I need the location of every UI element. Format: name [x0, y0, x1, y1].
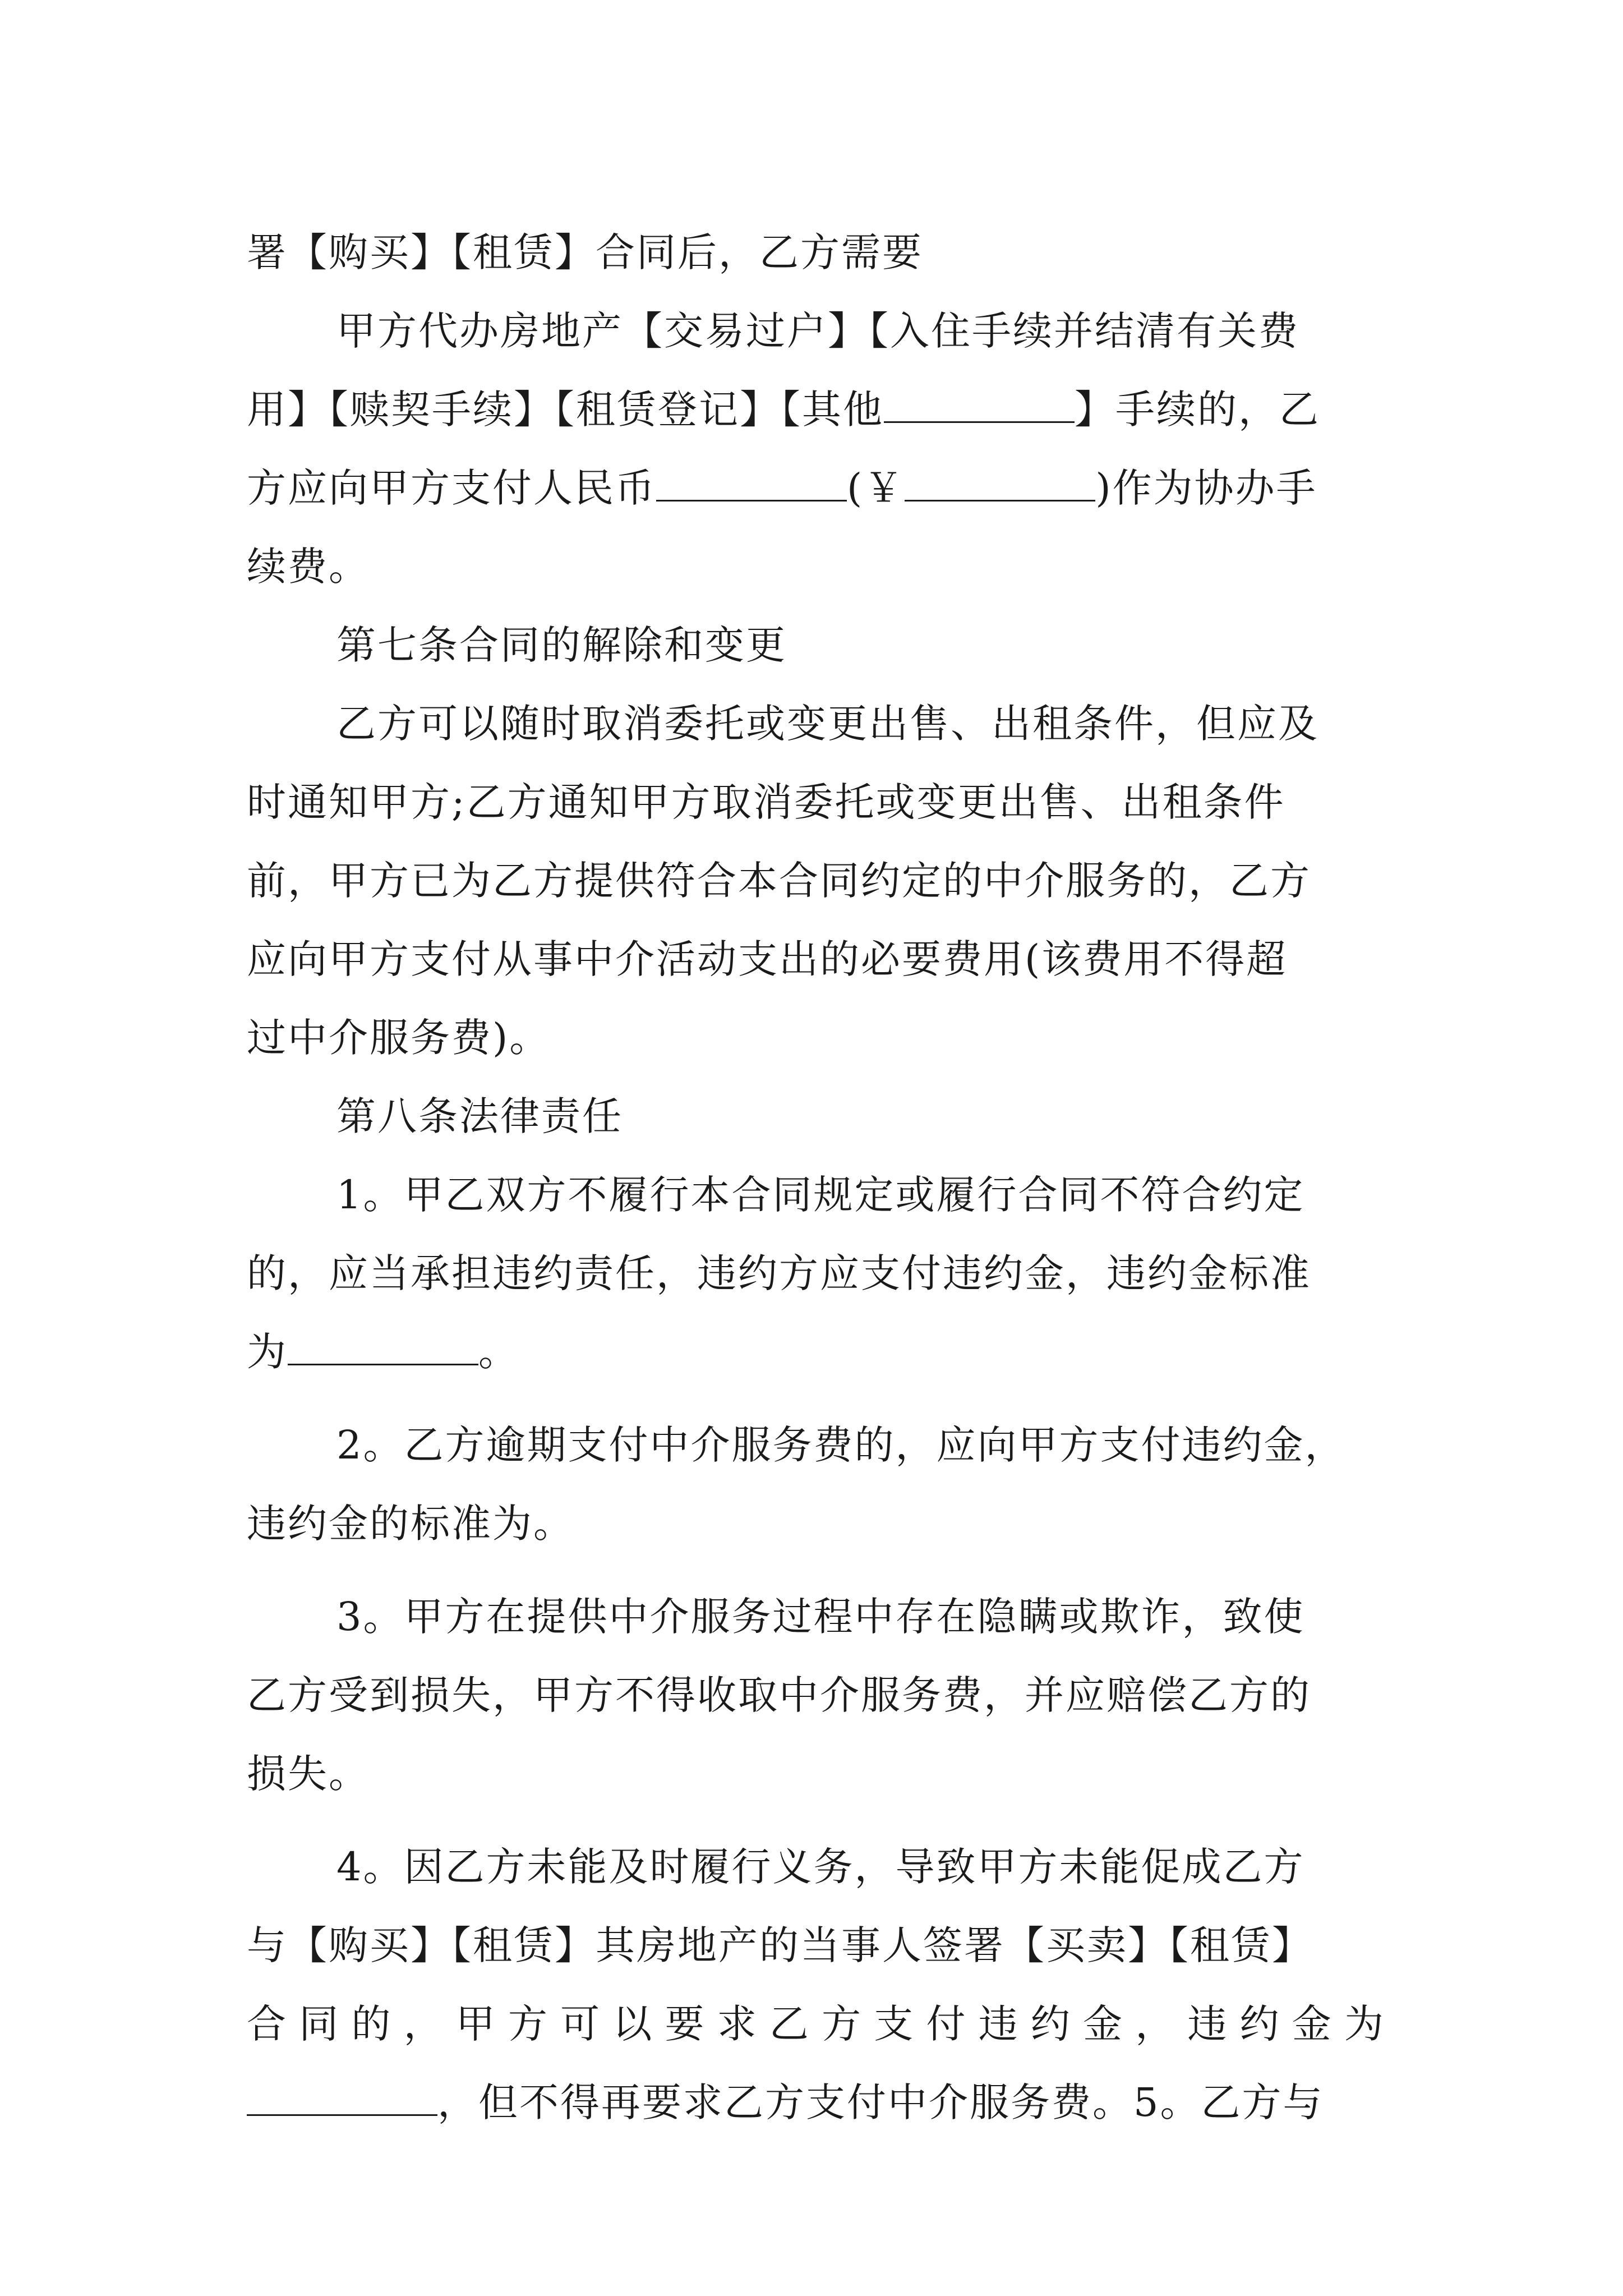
text-segment: 为: [247, 1329, 288, 1375]
text-line: [247, 1906, 1385, 1985]
text-segment: (￥: [847, 465, 905, 511]
text-line: [247, 1577, 1385, 1656]
text-line: [247, 1406, 1385, 1484]
text-line: [247, 292, 1385, 370]
text-segment: 应向甲方支付从事中介活动支出的必要费用(该费用不得超: [247, 936, 1288, 982]
text-segment: 乙方可以随时取消委托或变更出售、出租条件，但应及: [336, 701, 1319, 747]
contract-page: [247, 213, 1385, 2142]
section-heading: [247, 1077, 1385, 1156]
text-segment: 与【购买】【租赁】其房地产的当事人签署【买卖】【租赁】: [247, 1922, 1313, 1968]
text-segment: 4。因乙方未能及时履行义务，导致甲方未能促成乙方: [336, 1844, 1305, 1890]
text-line: [247, 213, 1385, 292]
text-line: [247, 1985, 1385, 2063]
text-line: [247, 1656, 1385, 1734]
text-segment: 第七条合同的解除和变更: [336, 622, 787, 668]
text-segment: 乙方受到损失，甲方不得收取中介服务费，并应赔偿乙方的: [247, 1672, 1311, 1718]
text-segment: 。: [478, 1329, 519, 1375]
text-line: [247, 841, 1385, 920]
text-line: [247, 1156, 1385, 1234]
fill-in-blank: [905, 465, 1095, 501]
text-line: [247, 920, 1385, 999]
text-line: [247, 1234, 1385, 1313]
text-segment: )作为协办手: [1095, 465, 1317, 511]
text-line: [247, 2063, 1385, 2142]
text-line: [247, 1734, 1385, 1813]
text-segment: 合同的，甲方可以要求乙方支付违约金，违约金为: [247, 2001, 1385, 2047]
text-line: [247, 449, 1385, 527]
text-segment: 1。甲乙双方不履行本合同规定或履行合同不符合约定: [336, 1172, 1305, 1218]
text-line: [247, 763, 1385, 841]
fill-in-blank: [247, 2079, 437, 2116]
section-heading: [247, 606, 1385, 684]
text-segment: 第八条法律责任: [336, 1093, 623, 1139]
fill-in-blank: [884, 386, 1075, 423]
fill-in-blank: [288, 1329, 478, 1365]
text-segment: ，但不得再要求乙方支付中介服务费。5。乙方与: [437, 2079, 1324, 2125]
text-line: [247, 684, 1385, 763]
text-line: [247, 1313, 1385, 1391]
text-segment: 的，应当承担违约责任，违约方应支付违约金，违约金标准: [247, 1250, 1311, 1296]
text-segment: 甲方代办房地产【交易过户】【入住手续并结清有关费: [336, 308, 1299, 354]
text-line: [247, 1484, 1385, 1563]
text-line: [247, 999, 1385, 1077]
text-segment: 违约金的标准为。: [247, 1501, 574, 1547]
text-segment: 过中介服务费)。: [247, 1015, 551, 1061]
text-segment: 续费。: [247, 544, 370, 590]
text-segment: 用】【赎契手续】【租赁登记】【其他: [247, 386, 884, 432]
text-segment: 署【购买】【租赁】合同后，乙方需要: [247, 229, 923, 275]
text-segment: 3。甲方在提供中介服务过程中存在隐瞒或欺诈，致使: [336, 1594, 1305, 1640]
text-line: [247, 1828, 1385, 1906]
text-segment: 方应向甲方支付人民币: [247, 465, 656, 511]
text-segment: 时通知甲方;乙方通知甲方取消委托或变更出售、出租条件: [247, 779, 1285, 825]
text-segment: 前，甲方已为乙方提供符合本合同约定的中介服务的，乙方: [247, 858, 1311, 904]
text-line: [247, 527, 1385, 606]
text-segment: 2。乙方逾期支付中介服务费的，应向甲方支付违约金，: [336, 1422, 1346, 1468]
text-segment: 损失。: [247, 1751, 370, 1797]
text-line: [247, 370, 1385, 449]
fill-in-blank: [656, 465, 847, 501]
text-segment: 】手续的，乙: [1075, 386, 1320, 432]
